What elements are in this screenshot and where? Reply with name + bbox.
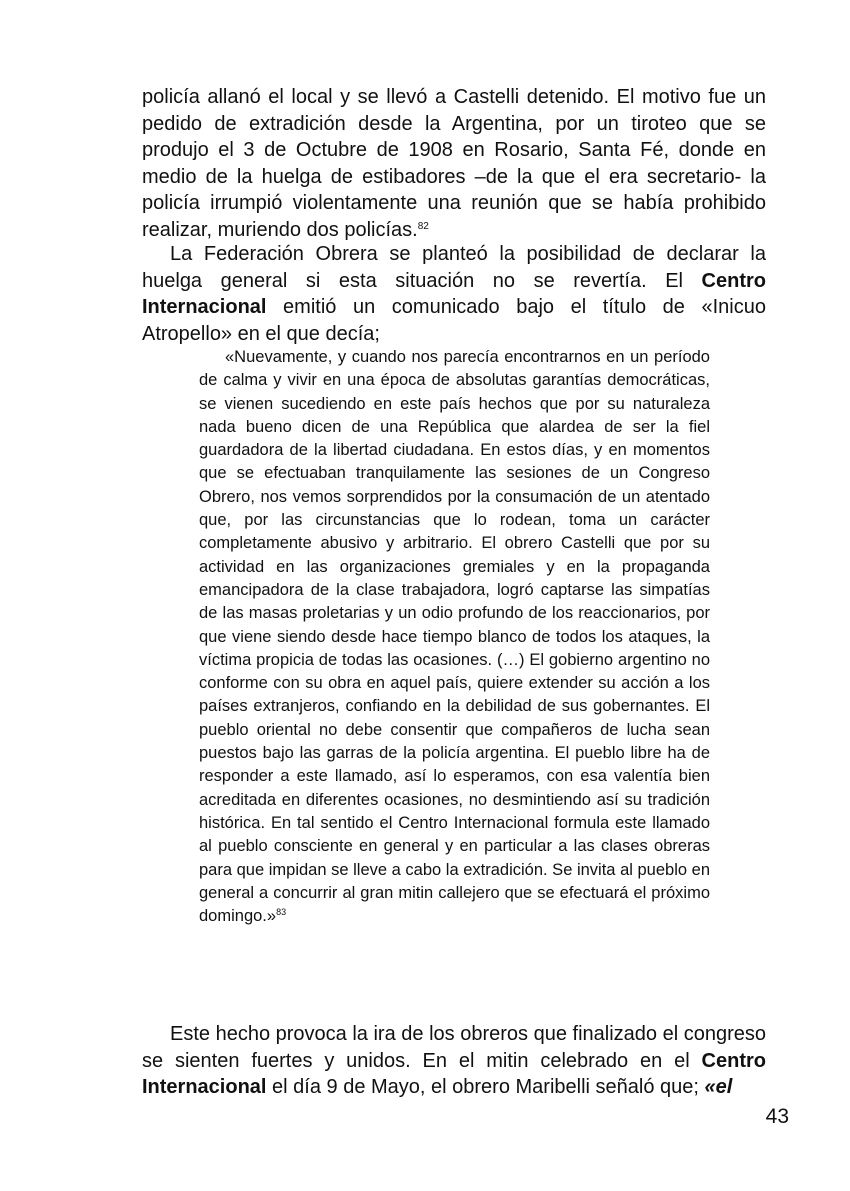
paragraph-text: La Federación Obrera se planteó la posibilidad de declarar la huelga general si esta situación no se revertía. El: [142, 243, 766, 292]
bold-centro-internacional: Centro Internacional: [142, 1049, 766, 1098]
paragraph-text: Este hecho provoca la ira de los obreros que finalizado el congreso se sienten fuertes y unidos. En el mitin celebrado en el: [142, 1023, 766, 1072]
block-quote-inicuo-atropello: [199, 346, 710, 928]
paragraph-text: el día 9 de Mayo, el obrero Maribelli señaló que;: [266, 1076, 705, 1098]
footnote-ref-82: 82: [417, 220, 429, 232]
paragraph-castelli-arrest: [142, 84, 766, 243]
paragraph-text: emitió un comunicado bajo el título de «Inicuo Atropello» en el que decía;: [142, 296, 766, 345]
paragraph-mitin-maribelli: [142, 1021, 766, 1101]
page-number: 43: [765, 1105, 789, 1128]
footnote-ref-83: 83: [276, 907, 287, 918]
bold-centro-internacional: Centro Internacional: [142, 269, 766, 318]
paragraph-federacion-obrera: [142, 241, 766, 347]
paragraph-text: policía allanó el local y se llevó a Castelli detenido. El motivo fue un pedido de extradición desde la Argentina, por un tiroteo que se produjo el 3 de Octubre de 1908 en Rosario, Santa Fé, donde en medio de la huelga de estibadores –de la que el era secretario- la policía irrumpió violentamente una reunión que se había prohibido realizar, muriendo dos policías.: [142, 86, 766, 241]
bold-italic-quote-start: «el: [704, 1076, 733, 1098]
quote-text: «Nuevamente, y cuando nos parecía encontrarnos en un período de calma y vivir en una época de absolutas garantías democráticas, se vienen sucediendo en este país hechos que por su naturaleza nada bueno dicen de una República que alardea de ser la fiel guardadora de la libertad ciudadana. En estos días, y en momentos que se efectuaban tranquilamente las sesiones de un Congreso Obrero, nos vemos sorprendidos por la consumación de un atentado que, por las circunstancias que lo rodean, toma un carácter completamente abusivo y arbitrario. El obrero Castelli que por su actividad en las organizaciones gremiales y en la propaganda emancipadora de la clase trabajadora, logró captarse las simpatías de las masas proletarias y un odio profundo de los reaccionarios, por que viene siendo desde hace tiempo blanco de todos los ataques, la víctima propicia de todas las ocasiones. (…) El gobierno argentino no conforme con su obra en aquel país, quiere extender su acción a los países extranjeros, confiando en la debilidad de sus gobernantes. El pueblo oriental no debe consentir que compañeros de lucha sean puestos bajo las garras de la policía argentina. El pueblo libre ha de responder a este llamado, así lo esperamos, con esa valentía bien acreditada en diferentes ocasiones, no desmintiendo así su tradición histórica. En tal sentido el Centro Internacional formula este llamado al pueblo consciente en general y en particular a las clases obreras para que impidan se lleve a cabo la extradición. Se invita al pueblo en general a concurrir al gran mitin callejero que se efectuará el próximo domingo.»: [199, 348, 710, 926]
